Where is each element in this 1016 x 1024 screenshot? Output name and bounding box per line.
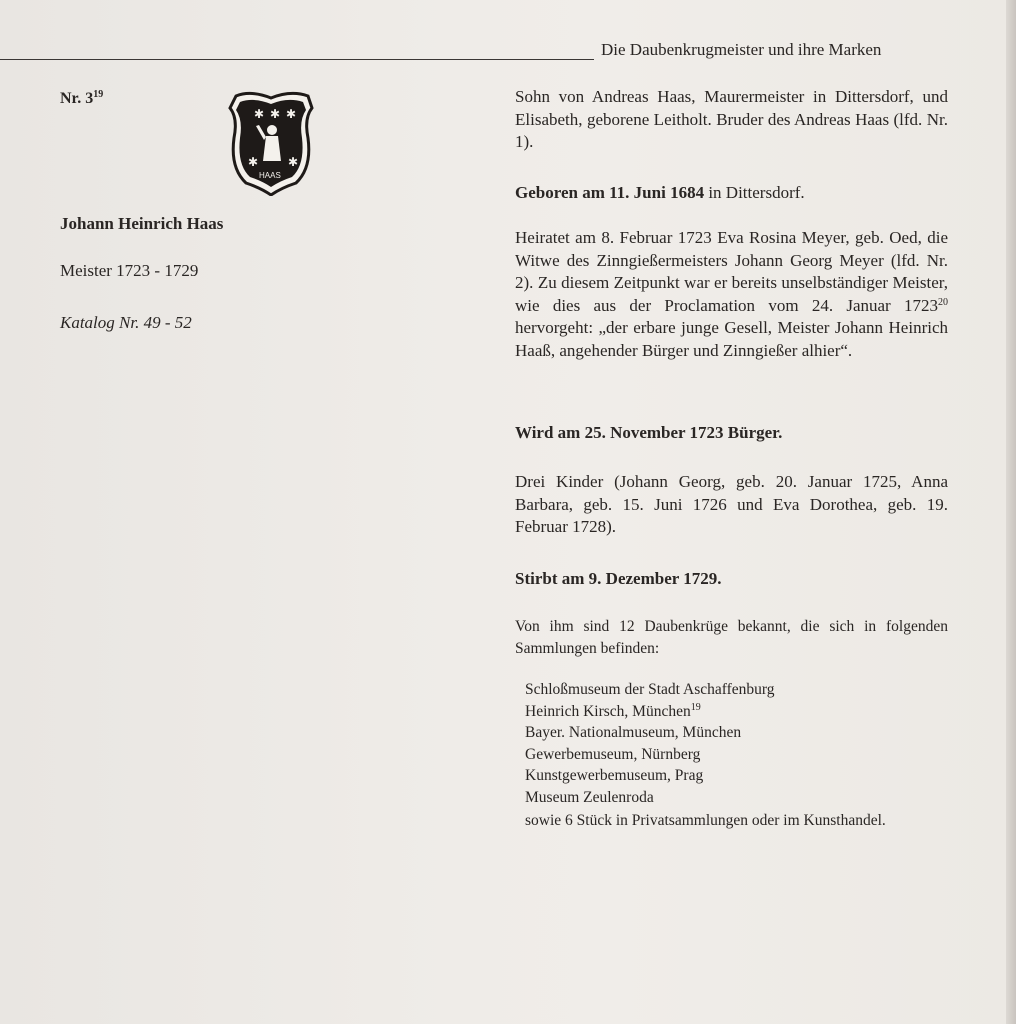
master-name: Johann Heinrich Haas	[60, 214, 224, 233]
collection-item: Kunstgewerbemuseum, Prag	[525, 767, 704, 785]
master-years: Meister 1723 - 1729	[60, 261, 199, 280]
children-text: Drei Kinder (Johann Georg, geb. 20. Januar 1725, Anna Barbara, geb. 15. Juni 1726 und Eva Dorothea, geb. 19. Februar 1728).	[515, 472, 948, 537]
svg-text:✱: ✱	[254, 107, 265, 121]
catalog-reference: Katalog Nr. 49 - 52	[60, 313, 192, 332]
svg-text:✱: ✱	[270, 107, 281, 121]
entry-number-text: Nr. 3	[60, 90, 94, 107]
pewter-mark-shield-icon	[226, 88, 316, 196]
collection-item: Gewerbemuseum, Nürnberg	[525, 745, 701, 763]
birth-date: Geboren am 11. Juni 1684	[515, 183, 705, 202]
collection-item: Schloßmuseum der Stadt Aschaffenburg	[525, 681, 775, 698]
collection-item	[525, 701, 775, 723]
collection-item-text: Heinrich Kirsch, München	[525, 702, 691, 720]
citizenship-paragraph	[515, 422, 948, 445]
header-rule	[0, 59, 594, 60]
running-title: Die Daubenkrugmeister und ihre Marken	[601, 40, 882, 59]
svg-text:✱: ✱	[286, 107, 297, 121]
entry-number	[60, 90, 103, 108]
page-edge	[1006, 0, 1016, 1024]
death-paragraph: Stirbt am 9. Dezember 1729.	[515, 569, 722, 588]
citizenship-prefix: Wird am	[515, 423, 585, 442]
collection-item: Bayer. Nationalmuseum, München	[525, 724, 742, 742]
marriage-quote: hervorgeht: „der erbare junge Gesell, Meister Johann Heinrich Haaß, angehender Bürger und Zinngießer alhier“.	[515, 318, 948, 360]
footnote-ref: 19	[93, 89, 104, 100]
svg-text:HAAS: HAAS	[259, 171, 281, 180]
svg-text:✱: ✱	[248, 155, 259, 169]
private-collections: sowie 6 Stück in Privatsammlungen oder im Kunsthandel.	[525, 812, 886, 829]
marriage-paragraph	[515, 227, 948, 363]
svg-text:✱: ✱	[288, 155, 299, 169]
birth-paragraph	[515, 182, 948, 205]
collections-list	[525, 679, 775, 809]
footnote-ref: 19	[690, 701, 701, 713]
citizenship-date: 25. November 1723 Bürger.	[584, 423, 783, 442]
birth-place: in Dittersdorf.	[704, 183, 805, 202]
footnote-ref: 20	[938, 296, 948, 308]
marriage-text: Heiratet am 8. Februar 1723 Eva Rosina Meyer, geb. Oed, die Witwe des Zinngießermeisters Johann Georg Meyer (lfd. Nr. 2). Zu diesem Zeitpunkt war er bereits unselbständiger Meister, wie dies aus der Proclamation vom 24. Januar 1723	[515, 228, 948, 315]
parentage-paragraph	[515, 86, 948, 154]
parentage-text: Sohn von Andreas Haas, Maurermeister in Dittersdorf, und Elisabeth, geborene Leitholt. Bruder des Andreas Haas (lfd. Nr. 1).	[515, 87, 948, 152]
collection-item: Museum Zeulenroda	[525, 788, 654, 806]
collections-intro: Von ihm sind 12 Daubenkrüge bekannt, die sich in folgenden Sammlungen befinden:	[515, 618, 948, 657]
children-paragraph	[515, 471, 948, 539]
